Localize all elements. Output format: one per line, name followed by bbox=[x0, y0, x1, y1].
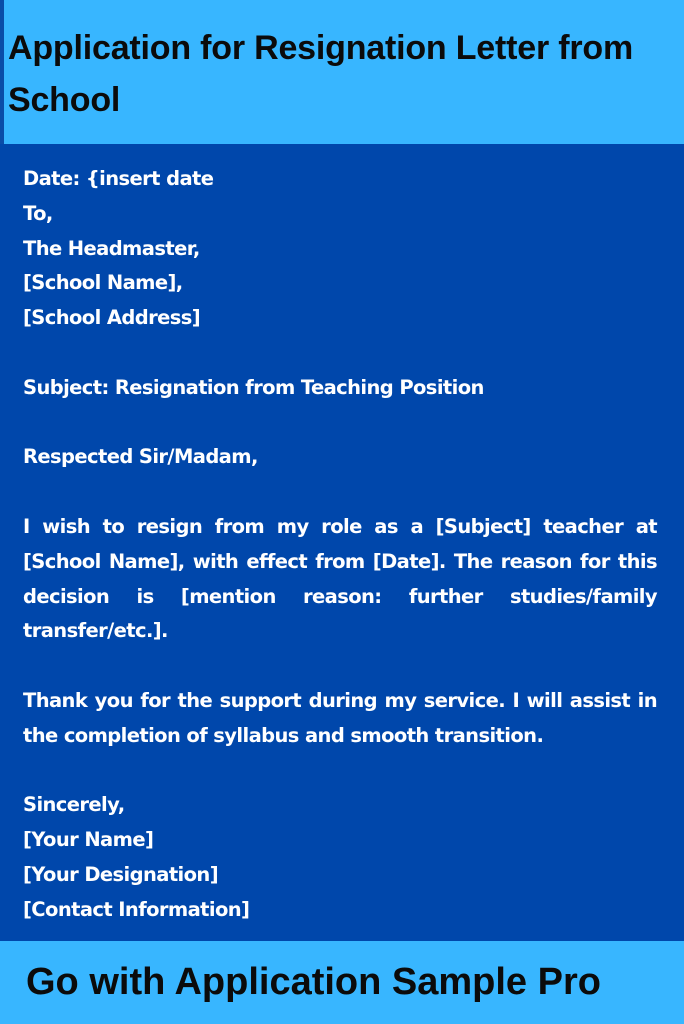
school-name-line: [School Name], bbox=[23, 271, 183, 295]
footer-banner bbox=[0, 941, 684, 1024]
spacer bbox=[23, 406, 657, 441]
to-label: To, bbox=[23, 201, 53, 225]
recipient-line: The Headmaster, bbox=[23, 236, 200, 260]
school-address-line: [School Address] bbox=[23, 306, 201, 330]
date-line: Date: {insert date bbox=[23, 167, 214, 190]
spacer bbox=[23, 475, 657, 510]
your-designation-line: [Your Designation] bbox=[23, 862, 219, 886]
body-paragraph-2: Thank you for the support during my service. I will assist in the completion of syllabus and smooth transition. bbox=[23, 688, 657, 747]
spacer bbox=[23, 754, 657, 789]
title-banner bbox=[0, 0, 684, 144]
spacer bbox=[23, 336, 657, 371]
body-paragraph-1: I wish to resign from my role as a [Subject] teacher at [School Name], with effect from [Date]. The reason for this decision is [mention reason: further studies/family transfer/etc.]. bbox=[23, 514, 657, 643]
contact-information-line: [Contact Information] bbox=[23, 897, 250, 921]
footer-cta-text: Go with Application Sample Pro bbox=[26, 961, 601, 1003]
letter-body bbox=[23, 162, 657, 928]
closing-line: Sincerely, bbox=[23, 793, 125, 817]
your-name-line: [Your Name] bbox=[23, 828, 154, 852]
spacer bbox=[23, 649, 657, 684]
salutation-line: Respected Sir/Madam, bbox=[23, 445, 258, 469]
subject-line: Subject: Resignation from Teaching Position bbox=[23, 375, 484, 399]
page-title: Application for Resignation Letter from School bbox=[8, 29, 634, 119]
